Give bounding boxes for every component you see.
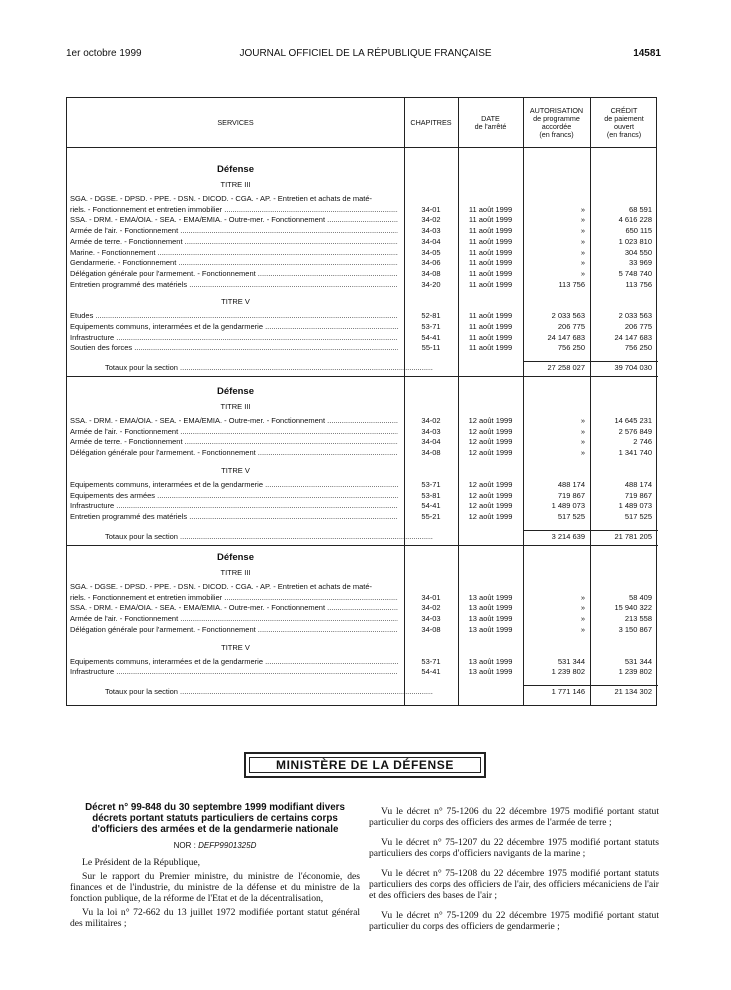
table-row [67,343,658,354]
table-row [67,480,658,491]
decree-nor [70,840,360,851]
credit-cell: 650 115 [625,226,652,236]
table-row [67,280,658,291]
column-header-chapitres: CHAPITRES [410,118,452,127]
chapitre-cell: 53-81 [421,490,441,500]
credit-cell: 2 576 849 [618,426,652,436]
date-cell: 11 août 1999 [468,247,513,257]
titre-heading: TITRE III [220,568,251,577]
table-row [67,501,658,512]
table-row [67,205,658,216]
date-cell: 13 août 1999 [468,624,513,634]
total-row [67,687,658,698]
date-cell: 13 août 1999 [468,667,513,677]
autorisation-cell: » [580,258,585,268]
chapitre-cell: 34-06 [421,258,441,268]
credit-cell: 531 344 [624,656,652,666]
chapitre-cell: 34-20 [421,279,441,289]
chapitre-cell: 34-02 [421,416,441,425]
chapitre-cell: 53-71 [421,322,441,331]
total-rule [523,530,658,531]
total-label: Totaux pour la section ..... [105,363,433,373]
credit-cell: 113 756 [625,279,652,289]
service-label: Armée de l'air. - Fonctionnement ..... [70,614,398,624]
date-cell: 11 août 1999 [468,311,513,321]
service-label: Equipements communs, interarmées et de la gendarmerie ..... [70,322,398,332]
chapitre-cell: 34-04 [421,437,441,447]
autorisation-cell: » [580,215,585,225]
autorisation-cell: » [580,448,585,458]
date-cell: 11 août 1999 [468,322,513,331]
autorisation-cell: » [580,416,585,425]
date-cell: 11 août 1999 [468,258,513,268]
chapitre-cell: 34-03 [421,226,441,236]
credit-cell: 1 023 810 [618,236,652,246]
autorisation-cell: 488 174 [557,479,585,489]
autorisation-cell: » [580,624,585,634]
chapitre-cell: 34-03 [421,614,441,624]
table-row [67,322,658,333]
section-divider [67,376,658,377]
service-label: Soutien des forces ..... [70,343,398,353]
total-label: Totaux pour la section ..... [105,687,433,697]
chapitre-cell: 34-01 [421,204,441,214]
table-row [67,657,658,668]
autorisation-cell: 517 525 [557,511,585,521]
credit-cell: 5 748 740 [618,268,652,278]
date-cell: 13 août 1999 [468,603,513,613]
service-label: SGA. - DGSE. - DPSD. - PPE. - DSN. - DICOD. - CGA. - AP. - Entretien et achats de maté- [70,582,373,591]
credit-cell: 488 174 [624,479,652,489]
date-cell: 12 août 1999 [468,437,513,447]
chapitre-cell: 53-71 [421,656,441,666]
service-label: Armée de l'air. - Fonctionnement ..... [70,226,398,236]
date-cell: 13 août 1999 [468,656,513,666]
service-label: Délégation générale pour l'armement. - Fonctionnement ..... [70,269,398,279]
autorisation-cell: » [580,603,585,613]
service-label: SSA. - DRM. - EMA/OIA. - SEA. - EMA/EMIA. - Outre-mer. - Fonctionnement ..... [70,215,398,225]
credit-cell: 4 616 228 [618,215,652,225]
titre-heading: TITRE III [220,402,251,411]
table-row [67,333,658,344]
table-row [67,269,658,280]
service-label: riels. - Fonctionnement et entretien immobilier ..... [70,205,398,215]
autorisation-cell: » [580,247,585,257]
autorisation-cell: » [580,236,585,246]
section-title: Défense [217,552,254,563]
chapitre-cell: 34-02 [421,603,441,613]
titre-heading: TITRE III [220,180,251,189]
date-cell: 12 août 1999 [468,490,513,500]
autorisation-cell: » [580,226,585,236]
nor-value: DEFP9901325D [198,841,257,850]
table-row [67,427,658,438]
credit-cell: 15 940 322 [614,603,652,613]
table-row [67,512,658,523]
table-row [67,593,658,604]
service-label: SSA. - DRM. - EMA/OIA. - SEA. - EMA/EMIA. - Outre-mer. - Fonctionnement ..... [70,416,398,426]
service-label: Infrastructure ..... [70,333,398,343]
service-label: Equipements communs, interarmées et de la gendarmerie ..... [70,480,398,490]
decree-right-column [369,806,659,941]
credit-cell: 33 969 [629,258,652,268]
autorisation-cell: 1 489 073 [551,501,585,511]
service-label: riels. - Fonctionnement et entretien immobilier ..... [70,593,398,603]
autorisation-cell: 24 147 683 [547,332,585,342]
credit-cell: 756 250 [624,343,652,353]
decree-paragraph: Vu le décret n° 75-1209 du 22 décembre 1975 modifié portant statut particulier du corps des officiers de gendarmerie ; [369,910,659,932]
titre-heading: TITRE V [221,642,250,652]
autorisation-cell: 719 867 [557,490,585,500]
total-credit: 39 704 030 [614,363,652,373]
chapitre-cell: 34-08 [421,268,441,278]
decree-left-column [70,802,360,932]
table-row [67,194,658,205]
autorisation-cell: 113 756 [558,279,585,289]
table-row [67,625,658,636]
autorisation-cell: 531 344 [557,656,585,666]
date-cell: 12 août 1999 [468,511,513,521]
total-autorisation: 27 258 027 [547,363,585,373]
date-cell: 12 août 1999 [468,416,513,425]
service-label: SSA. - DRM. - EMA/OIA. - SEA. - EMA/EMIA. - Outre-mer. - Fonctionnement ..... [70,603,398,613]
table-row [67,226,658,237]
table-row [67,614,658,625]
service-label: Armée de terre. - Fonctionnement ..... [70,437,398,447]
nor-label: NOR : [173,841,196,850]
service-label: Marine. - Fonctionnement ..... [70,248,398,258]
service-label: SGA. - DGSE. - DPSD. - PPE. - DSN. - DICOD. - CGA. - AP. - Entretien et achats de maté- [70,194,373,203]
service-label: Equipements communs, interarmées et de la gendarmerie ..... [70,657,398,667]
table-row [67,311,658,322]
date-cell: 11 août 1999 [468,236,513,246]
table-row [67,215,658,226]
autorisation-cell: 2 033 563 [551,311,585,321]
credit-cell: 24 147 683 [614,332,652,342]
total-rule [523,685,658,686]
date-cell: 13 août 1999 [468,592,513,602]
section-title: Défense [217,164,254,175]
table-row [67,248,658,259]
chapitre-cell: 54-41 [421,332,441,342]
credit-cell: 1 239 802 [618,667,652,677]
total-credit: 21 134 302 [614,686,652,696]
total-credit: 21 781 205 [614,531,652,541]
chapitre-cell: 54-41 [421,667,441,677]
header-divider [67,147,656,148]
decree-paragraph: Le Président de la République, [82,857,201,868]
service-label: Gendarmerie. - Fonctionnement ..... [70,258,398,268]
credit-cell: 2 033 563 [618,311,652,321]
date-cell: 11 août 1999 [468,343,513,353]
journal-title: JOURNAL OFFICIEL DE LA RÉPUBLIQUE FRANÇAISE [239,48,492,59]
service-label: Infrastructure ..... [70,501,398,511]
titre-heading: TITRE V [221,465,250,475]
credit-cell: 304 550 [624,247,652,257]
titre-heading: TITRE V [221,297,250,307]
credit-cell: 2 746 [633,437,652,447]
total-row [67,532,658,543]
table-row [67,491,658,502]
credit-cell: 58 409 [629,592,652,602]
total-autorisation: 3 214 639 [551,531,585,541]
credit-cell: 68 591 [629,204,652,214]
table-row [67,448,658,459]
date-cell: 13 août 1999 [468,614,513,624]
chapitre-cell: 53-71 [421,479,441,489]
service-label: Etudes ..... [70,311,398,321]
credit-cell: 517 525 [624,511,652,521]
autorisation-cell: » [580,426,585,436]
chapitre-cell: 55-21 [421,511,441,521]
ministry-banner [244,752,486,778]
table-row [67,416,658,427]
service-label: Equipements des armées ..... [70,491,398,501]
chapitre-cell: 34-04 [421,236,441,246]
chapitre-cell: 34-01 [421,592,441,602]
date-cell: 11 août 1999 [468,226,513,236]
ministry-banner-title: MINISTÈRE DE LA DÉFENSE [249,757,481,773]
autorisation-cell: » [580,204,585,214]
date-cell: 11 août 1999 [468,204,513,214]
table-row [67,582,658,593]
autorisation-cell: 1 239 802 [551,667,585,677]
date-cell: 11 août 1999 [468,332,513,342]
table-row [67,437,658,448]
column-header-autorisation: AUTORISATION de programme accordée (en francs) [529,106,584,139]
chapitre-cell: 34-05 [421,247,441,257]
autorisation-cell: » [580,614,585,624]
service-label: Infrastructure ..... [70,667,398,677]
decree-paragraph: Vu le décret n° 75-1208 du 22 décembre 1975 modifié portant statuts particuliers des corps des officiers de l'air, des officiers mécaniciens de l'air et des officiers des bases de l'air ; [369,868,659,901]
date-cell: 11 août 1999 [468,279,513,289]
autorisation-cell: 206 775 [557,322,585,331]
date-cell: 11 août 1999 [468,268,513,278]
autorisation-cell: » [580,268,585,278]
credit-cell: 1 489 073 [618,501,652,511]
total-autorisation: 1 771 146 [551,686,585,696]
credit-cell: 719 867 [624,490,652,500]
table-row [67,258,658,269]
chapitre-cell: 52-81 [421,311,441,321]
date-cell: 12 août 1999 [468,448,513,458]
credit-cell: 206 775 [624,322,652,331]
table-row [67,667,658,678]
credit-cell: 213 558 [624,614,652,624]
header-date: 1er octobre 1999 [66,48,142,59]
chapitre-cell: 55-11 [421,343,441,353]
total-row [67,363,658,374]
autorisation-cell: 756 250 [557,343,585,353]
chapitre-cell: 34-08 [421,448,441,458]
column-header-date: DATE de l'arrêté [474,114,507,131]
total-rule [523,361,658,362]
total-label: Totaux pour la section ..... [105,532,433,542]
chapitre-cell: 54-41 [421,501,441,511]
table-row [67,603,658,614]
section-divider [67,545,658,546]
service-label: Armée de terre. - Fonctionnement ..... [70,237,398,247]
column-header-credit: CRÉDIT de paiement ouvert (en francs) [604,106,644,139]
decree-paragraph: Vu le décret n° 75-1206 du 22 décembre 1975 modifié portant statut particulier du corps des officiers des armes de l'armée de terre ; [369,806,659,828]
autorisation-cell: » [580,592,585,602]
page-number: 14581 [633,48,661,59]
credit-cell: 14 645 231 [614,416,652,425]
date-cell: 12 août 1999 [468,479,513,489]
decree-paragraph: Vu la loi n° 72-662 du 13 juillet 1972 modifiée portant statut général des militaires ; [70,907,360,929]
credit-cell: 1 341 740 [618,448,652,458]
autorisation-cell: » [580,437,585,447]
decree-paragraph: Vu le décret n° 75-1207 du 22 décembre 1975 modifié portant statuts particuliers des corps d'officiers navigants de la marine ; [369,837,659,859]
credit-table [66,97,657,706]
chapitre-cell: 34-08 [421,624,441,634]
chapitre-cell: 34-03 [421,426,441,436]
column-header-services: SERVICES [217,118,254,127]
credit-cell: 3 150 867 [618,624,652,634]
table-row [67,237,658,248]
date-cell: 11 août 1999 [468,215,513,225]
decree-title: Décret n° 99-848 du 30 septembre 1999 modifiant divers décrets portant statuts particuliers de certains corps d'officiers des armées et de la gendarmerie nationale [85,802,345,835]
section-title: Défense [217,386,254,397]
date-cell: 12 août 1999 [468,501,513,511]
service-label: Entretien programmé des matériels ..... [70,512,398,522]
service-label: Délégation générale pour l'armement. - Fonctionnement ..... [70,625,398,635]
date-cell: 12 août 1999 [468,426,513,436]
chapitre-cell: 34-02 [421,215,441,225]
service-label: Armée de l'air. - Fonctionnement ..... [70,427,398,437]
service-label: Délégation générale pour l'armement. - Fonctionnement ..... [70,448,398,458]
decree-paragraph: Sur le rapport du Premier ministre, du ministre de l'économie, des finances et de l'industrie, du ministre de la défense et du ministre de la fonction publique, de la réforme de l'Etat et de la décentralisation, [70,871,360,904]
service-label: Entretien programmé des matériels ..... [70,280,398,290]
